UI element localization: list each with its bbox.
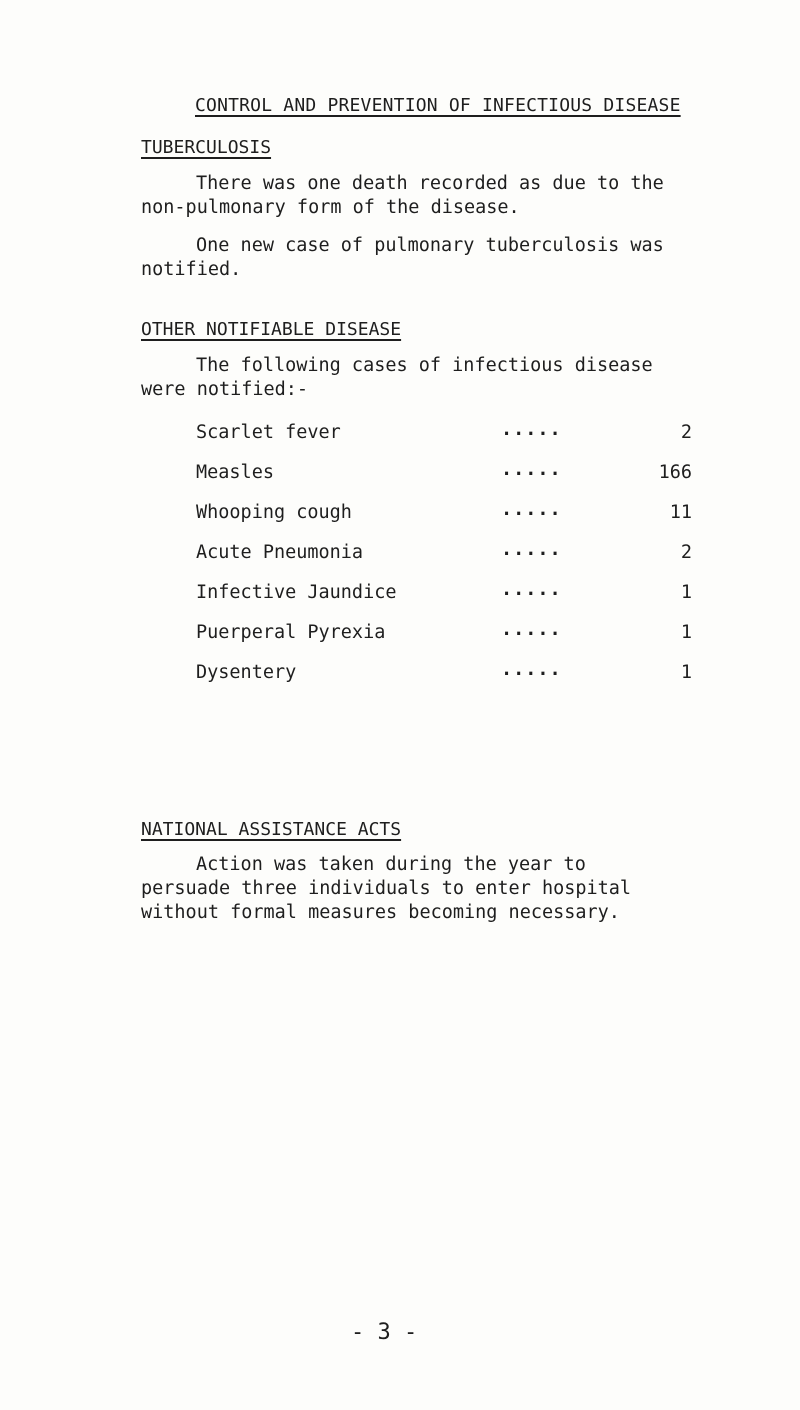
disease-count: 1 [680,662,692,683]
tuberculosis-heading: TUBERCULOSIS [141,137,272,158]
disease-name: Infective Jaundice [196,582,397,603]
disease-count: 2 [680,542,692,563]
tuberculosis-para2-line1: One new case of pulmonary tuberculosis was [196,235,664,256]
leader-dots: ..... [501,579,562,600]
leader-dots: ..... [501,659,562,680]
disease-name: Measles [196,462,274,483]
disease-count: 11 [669,502,692,523]
page-number: - 3 - [351,1320,418,1345]
leader-dots: ..... [501,619,562,640]
tuberculosis-para2-line2: notified. [141,259,242,280]
disease-count: 1 [680,622,692,643]
disease-name: Dysentery [196,662,297,683]
leader-dots: ..... [501,459,562,480]
disease-row-measles [196,459,716,490]
leader-dots: ..... [501,499,562,520]
national-assistance-line3: without formal measures becoming necessary. [141,902,620,923]
tuberculosis-para1-line2: non-pulmonary form of the disease. [141,197,520,218]
page-title: CONTROL AND PREVENTION OF INFECTIOUS DISEASE [195,95,681,116]
disease-row-dysentery [196,659,716,690]
disease-count: 2 [680,422,692,443]
disease-name: Puerperal Pyrexia [196,622,386,643]
disease-name: Scarlet fever [196,422,341,443]
tuberculosis-para1-line1: There was one death recorded as due to the [196,173,664,194]
disease-row-puerperal-pyrexia [196,619,716,650]
national-assistance-heading: NATIONAL ASSISTANCE ACTS [141,819,402,840]
leader-dots: ..... [501,419,562,440]
other-notifiable-heading: OTHER NOTIFIABLE DISEASE [141,319,402,340]
disease-row-acute-pneumonia [196,539,716,570]
disease-count: 1 [680,582,692,603]
disease-row-whooping-cough [196,499,716,530]
other-notifiable-intro-line2: were notified:- [141,379,309,400]
disease-name: Acute Pneumonia [196,542,364,563]
disease-count: 166 [658,462,692,483]
disease-row-scarlet-fever [196,419,716,450]
disease-row-infective-jaundice [196,579,716,610]
national-assistance-line1: Action was taken during the year to [196,854,586,875]
disease-name: Whooping cough [196,502,352,523]
national-assistance-line2: persuade three individuals to enter hospital [141,878,632,899]
other-notifiable-intro-line1: The following cases of infectious disease [196,355,653,376]
leader-dots: ..... [501,539,562,560]
